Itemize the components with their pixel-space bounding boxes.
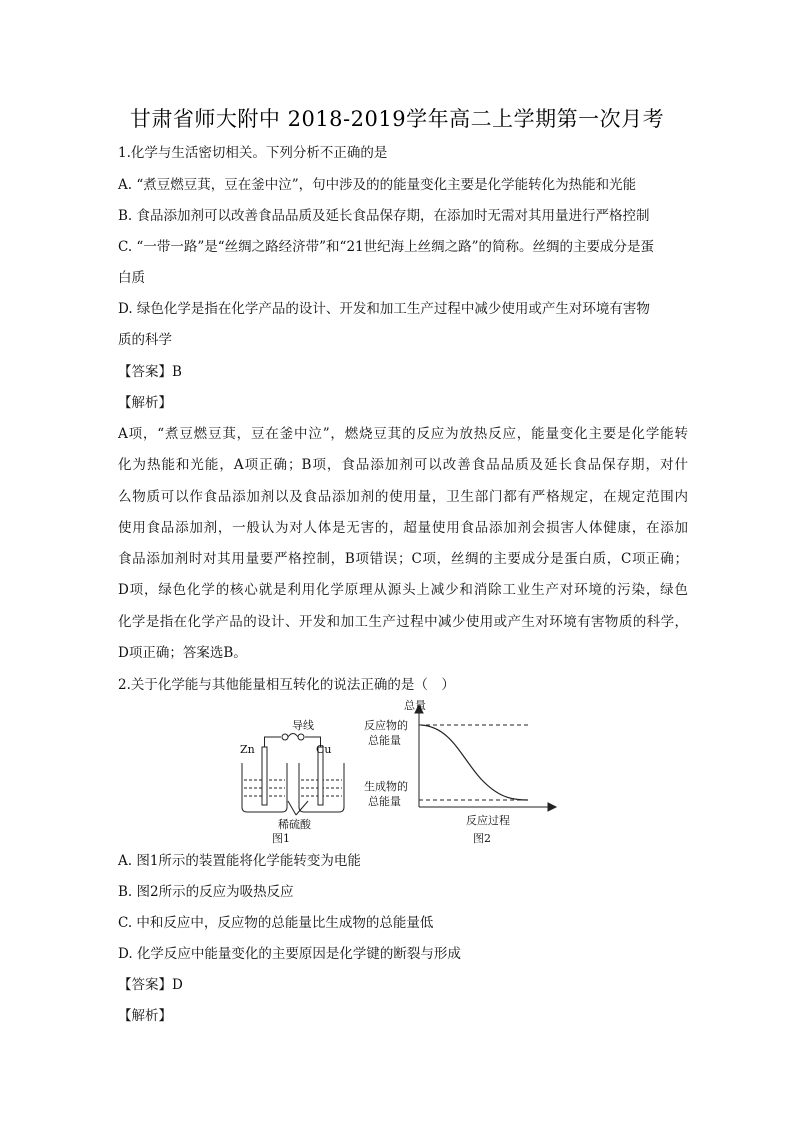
q1-analysis-line: 化学是指在化学产品的设计、开发和加工生产过程中减少使用或产生对环境有害物质的科学， bbox=[118, 614, 688, 630]
figure1-caption: 图1 bbox=[272, 832, 290, 845]
product-label-line1: 生成物的 bbox=[364, 780, 408, 793]
acid-leader-line bbox=[288, 801, 296, 815]
q1-option-c-line1: C. “一带一路”是“丝绸之路经济带”和“21世纪海上丝绸之路”的简称。丝绸的主要成分是蛋 bbox=[118, 239, 655, 255]
q1-analysis-line: 么物质可以作食品添加剂以及食品添加剂的使用量，卫生部门都有严格规定，在规定范围内 bbox=[118, 489, 688, 505]
q2-option-d: D. 化学反应中能量变化的主要原因是化学键的断裂与形成 bbox=[118, 946, 461, 962]
q1-option-d-line2: 质的科学 bbox=[118, 332, 172, 348]
q1-analysis-line: 使用食品添加剂，一般认为对人体是无害的，超量使用食品添加剂会损害人体健康，在添加 bbox=[118, 520, 688, 536]
q1-analysis-line: 化为热能和光能，A项正确；B项，食品添加剂可以改善食品品质及延长食品保存期，对什 bbox=[118, 457, 688, 473]
wire-left bbox=[265, 737, 282, 747]
q1-stem: 1.化学与生活密切相关。下列分析不正确的是 bbox=[118, 145, 388, 161]
q1-analysis-line: D项正确；答案选B。 bbox=[118, 645, 247, 661]
wire-middle bbox=[288, 734, 298, 738]
figure2-caption: 图2 bbox=[473, 832, 491, 845]
x-axis-label: 反应过程 bbox=[466, 814, 510, 827]
q2-analysis-label: 【解析】 bbox=[118, 1008, 172, 1024]
q2-answer: 【答案】D bbox=[118, 977, 183, 993]
acid-label: 稀硫酸 bbox=[278, 818, 311, 831]
q1-answer: 【答案】B bbox=[118, 364, 182, 380]
figure2-energy-diagram bbox=[415, 705, 556, 811]
wire-terminal-right bbox=[298, 734, 304, 740]
q2-option-c: C. 中和反应中，反应物的总能量比生成物的总能量低 bbox=[118, 915, 434, 931]
q1-analysis-label: 【解析】 bbox=[118, 395, 172, 411]
q1-analysis-line: 食品添加剂时对其用量要严格控制，B项错误；C项，丝绸的主要成分是蛋白质，C项正确； bbox=[118, 551, 688, 567]
wire-label: 导线 bbox=[292, 719, 314, 732]
q1-option-c-line2: 白质 bbox=[118, 270, 145, 286]
q2-figure-svg bbox=[236, 697, 566, 847]
q1-analysis-line: A项，“煮豆燃豆萁，豆在釜中泣”，燃烧豆萁的反应为放热反应，能量变化主要是化学能转 bbox=[118, 426, 688, 442]
y-axis-label: 总量 bbox=[404, 699, 426, 712]
q2-stem: 2.关于化学能与其他能量相互转化的说法正确的是（ ） bbox=[118, 677, 455, 693]
product-label-line2: 总能量 bbox=[368, 795, 401, 808]
q2-figure bbox=[236, 697, 566, 847]
q2-option-a: A. 图1所示的装置能将化学能转变为电能 bbox=[118, 853, 361, 869]
q1-option-d-line1: D. 绿色化学是指在化学产品的设计、开发和加工生产过程中减少使用或产生对环境有害物 bbox=[118, 301, 650, 317]
zinc-label: Zn bbox=[240, 743, 255, 756]
q1-option-a: A. “煮豆燃豆萁，豆在釜中泣”，句中涉及的的能量变化主要是化学能转化为热能和光能 bbox=[118, 177, 637, 193]
reactant-label-line2: 总能量 bbox=[368, 734, 401, 747]
reactant-label-line1: 反应物的 bbox=[364, 719, 408, 732]
zinc-electrode bbox=[262, 747, 267, 805]
q1-option-b: B. 食品添加剂可以改善食品品质及延长食品保存期，在添加时无需对其用量进行严格控制 bbox=[118, 208, 650, 224]
q2-option-b: B. 图2所示的反应为吸热反应 bbox=[118, 884, 294, 900]
q1-analysis-line: D项，绿色化学的核心就是利用化学原理从源头上减少和消除工业生产对环境的污染，绿色 bbox=[118, 582, 688, 598]
energy-curve bbox=[421, 725, 528, 800]
wire-terminal-left bbox=[282, 734, 288, 740]
page-title: 甘肃省师大附中 2018-2019学年高二上学期第一次月考 bbox=[129, 107, 665, 131]
x-axis-arrow bbox=[548, 803, 556, 811]
copper-label: Cu bbox=[316, 743, 332, 756]
